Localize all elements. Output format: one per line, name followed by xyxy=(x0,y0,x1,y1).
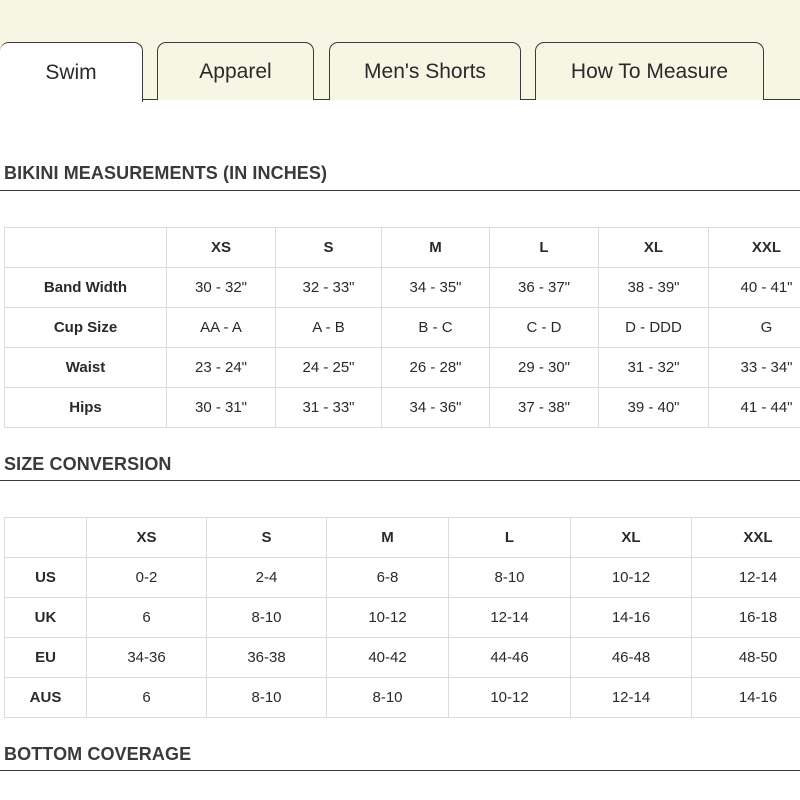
row-header: EU xyxy=(5,638,87,678)
table-cell: 38 - 39" xyxy=(599,268,709,308)
table-cell: 31 - 33" xyxy=(276,388,382,428)
tab-swim-label: Swim xyxy=(45,60,97,84)
table-cell: G xyxy=(709,308,800,348)
table-header-row xyxy=(5,518,800,558)
table-cell: 41 - 44" xyxy=(709,388,800,428)
table-cell: 26 - 28" xyxy=(382,348,490,388)
table-cell: A - B xyxy=(276,308,382,348)
size-header: M xyxy=(327,518,449,558)
table-cell: 34 - 35" xyxy=(382,268,490,308)
bikini-section-rule xyxy=(0,190,800,191)
table-cell: AA - A xyxy=(167,308,276,348)
table-cell: 10-12 xyxy=(327,598,449,638)
size-header: XL xyxy=(571,518,692,558)
table-cell: 40-42 xyxy=(327,638,449,678)
row-header: Band Width xyxy=(5,268,167,308)
table-cell: 14-16 xyxy=(571,598,692,638)
table-row xyxy=(5,348,800,388)
table-cell: 6-8 xyxy=(327,558,449,598)
size-conversion-title: SIZE CONVERSION xyxy=(4,454,172,474)
tab-mens-shorts-label: Men's Shorts xyxy=(364,59,486,83)
table-row xyxy=(5,558,800,598)
tab-apparel[interactable] xyxy=(157,42,314,100)
table-cell: 2-4 xyxy=(207,558,327,598)
table-cell: 46-48 xyxy=(571,638,692,678)
table-cell: 32 - 33" xyxy=(276,268,382,308)
table-row xyxy=(5,598,800,638)
table-cell: 33 - 34" xyxy=(709,348,800,388)
table-cell: C - D xyxy=(490,308,599,348)
table-cell: D - DDD xyxy=(599,308,709,348)
bikini-measurements-table xyxy=(4,227,800,428)
table-cell: 44-46 xyxy=(449,638,571,678)
size-header: S xyxy=(207,518,327,558)
tab-apparel-label: Apparel xyxy=(199,59,272,83)
size-header: XS xyxy=(87,518,207,558)
table-cell: 6 xyxy=(87,678,207,718)
table-cell: 36-38 xyxy=(207,638,327,678)
size-header: XS xyxy=(167,228,276,268)
table-cell: 34 - 36" xyxy=(382,388,490,428)
size-header: M xyxy=(382,228,490,268)
size-header: L xyxy=(449,518,571,558)
table-cell: 36 - 37" xyxy=(490,268,599,308)
bottom-section-rule xyxy=(0,770,800,771)
table-cell: 16-18 xyxy=(692,598,800,638)
table-cell: 6 xyxy=(87,598,207,638)
table-header-row xyxy=(5,228,800,268)
table-cell: 14-16 xyxy=(692,678,800,718)
table-cell: 31 - 32" xyxy=(599,348,709,388)
table-cell: 24 - 25" xyxy=(276,348,382,388)
table-cell: 8-10 xyxy=(207,678,327,718)
table-cell: 12-14 xyxy=(692,558,800,598)
row-header: US xyxy=(5,558,87,598)
row-header: Waist xyxy=(5,348,167,388)
table-cell: 40 - 41" xyxy=(709,268,800,308)
tab-how-to-measure-label: How To Measure xyxy=(570,59,729,83)
table-cell: 37 - 38" xyxy=(490,388,599,428)
table-row xyxy=(5,308,800,348)
tab-swim[interactable] xyxy=(0,42,143,102)
corner-cell xyxy=(5,518,87,558)
size-header: L xyxy=(490,228,599,268)
table-cell: 30 - 31" xyxy=(167,388,276,428)
table-cell: 39 - 40" xyxy=(599,388,709,428)
size-header: XXL xyxy=(692,518,800,558)
conversion-section-rule xyxy=(0,480,800,481)
table-cell: 23 - 24" xyxy=(167,348,276,388)
corner-cell xyxy=(5,228,167,268)
table-cell: 0-2 xyxy=(87,558,207,598)
table-cell: 30 - 32" xyxy=(167,268,276,308)
tab-mens-shorts[interactable] xyxy=(329,42,521,100)
size-header: XL xyxy=(599,228,709,268)
row-header: UK xyxy=(5,598,87,638)
tab-how-to-measure[interactable] xyxy=(535,42,764,100)
table-cell: 12-14 xyxy=(449,598,571,638)
table-cell: 8-10 xyxy=(449,558,571,598)
table-cell: 29 - 30" xyxy=(490,348,599,388)
table-row xyxy=(5,678,800,718)
table-cell: 8-10 xyxy=(207,598,327,638)
size-conversion-table xyxy=(4,517,800,718)
table-cell: 34-36 xyxy=(87,638,207,678)
size-header: XXL xyxy=(709,228,800,268)
table-row xyxy=(5,638,800,678)
table-row xyxy=(5,388,800,428)
bottom-coverage-title: BOTTOM COVERAGE xyxy=(4,744,192,764)
table-cell: 12-14 xyxy=(571,678,692,718)
table-cell: 10-12 xyxy=(571,558,692,598)
row-header: Hips xyxy=(5,388,167,428)
size-header: S xyxy=(276,228,382,268)
table-cell: B - C xyxy=(382,308,490,348)
bikini-measurements-title: BIKINI MEASUREMENTS (IN INCHES) xyxy=(4,163,328,183)
table-cell: 8-10 xyxy=(327,678,449,718)
table-cell: 10-12 xyxy=(449,678,571,718)
row-header: AUS xyxy=(5,678,87,718)
table-row xyxy=(5,268,800,308)
row-header: Cup Size xyxy=(5,308,167,348)
table-cell: 48-50 xyxy=(692,638,800,678)
